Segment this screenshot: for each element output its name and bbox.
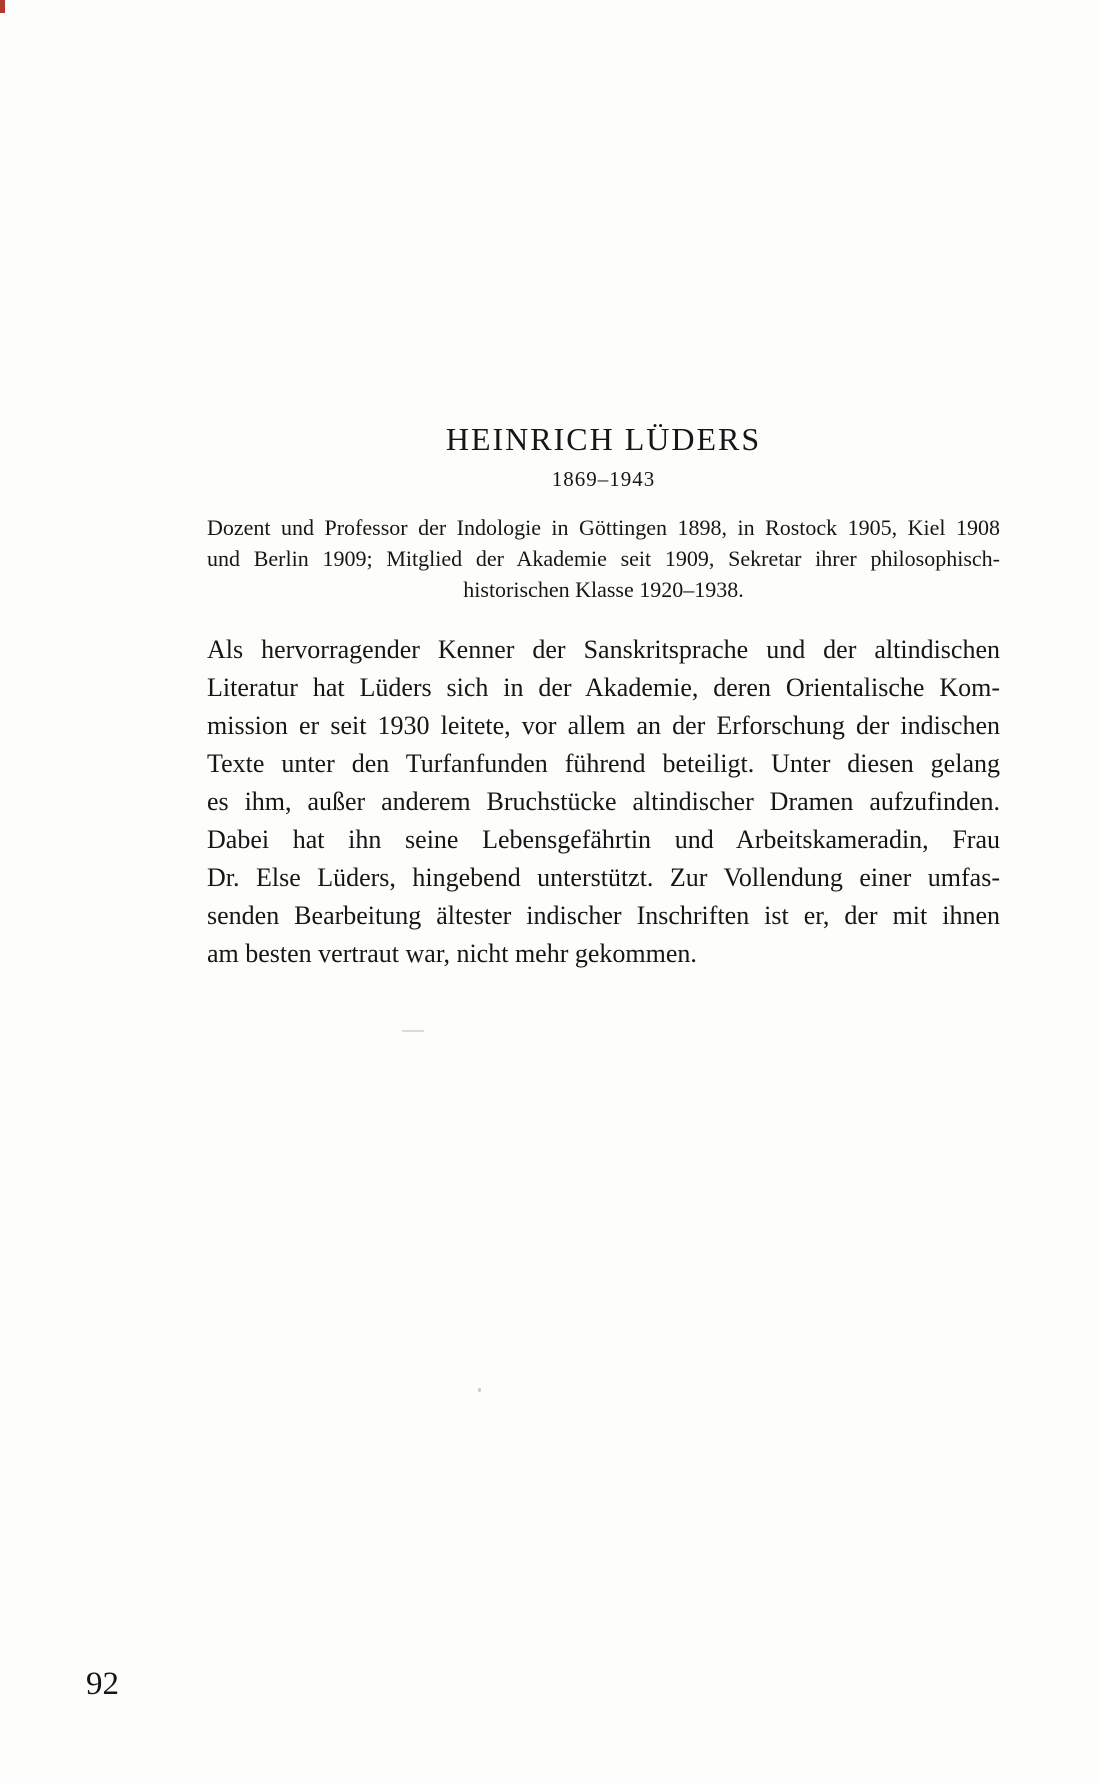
life-dates: 1869–1943 — [551, 467, 656, 491]
body-line: mission er seit 1930 leitete, vor allem an der Erforschung der indischen — [207, 711, 1000, 740]
body-line: Texte unter den Turfanfunden führend beteiligt. Unter diesen gelang — [207, 749, 1000, 778]
bio-line: historischen Klasse 1920–1938. — [463, 577, 744, 602]
bio-line: Dozent und Professor der Indologie in Göttingen 1898, in Rostock 1905, Kiel 1908 — [207, 515, 1000, 540]
body-line: Dabei hat ihn seine Lebensgefährtin und Arbeitskameradin, Frau — [207, 825, 1000, 854]
bio-block — [207, 512, 1000, 605]
scan-artifact-dash — [402, 1030, 424, 1032]
body-paragraph — [207, 631, 1000, 973]
body-line: Als hervorragender Kenner der Sanskritsprache und der altindischen — [207, 635, 1000, 664]
page-number: 92 — [86, 1666, 119, 1702]
scan-edge-artifact — [0, 0, 5, 13]
scan-artifact-dot — [478, 1388, 481, 1392]
bio-line: und Berlin 1909; Mitglied der Akademie seit 1909, Sekretar ihrer philosophisch- — [207, 546, 1000, 571]
body-line: senden Bearbeitung ältester indischer Inschriften ist er, der mit ihnen — [207, 901, 1000, 930]
body-line: am besten vertraut war, nicht mehr gekommen. — [207, 939, 697, 968]
body-line: Dr. Else Lüders, hingebend unterstützt. Zur Vollendung einer umfas- — [207, 863, 1000, 892]
body-line: Literatur hat Lüders sich in der Akademie, deren Orientalische Kom- — [207, 673, 1000, 702]
page-title: HEINRICH LÜDERS — [445, 421, 762, 457]
body-line: es ihm, außer anderem Bruchstücke altindischer Dramen aufzufinden. — [207, 787, 1000, 816]
